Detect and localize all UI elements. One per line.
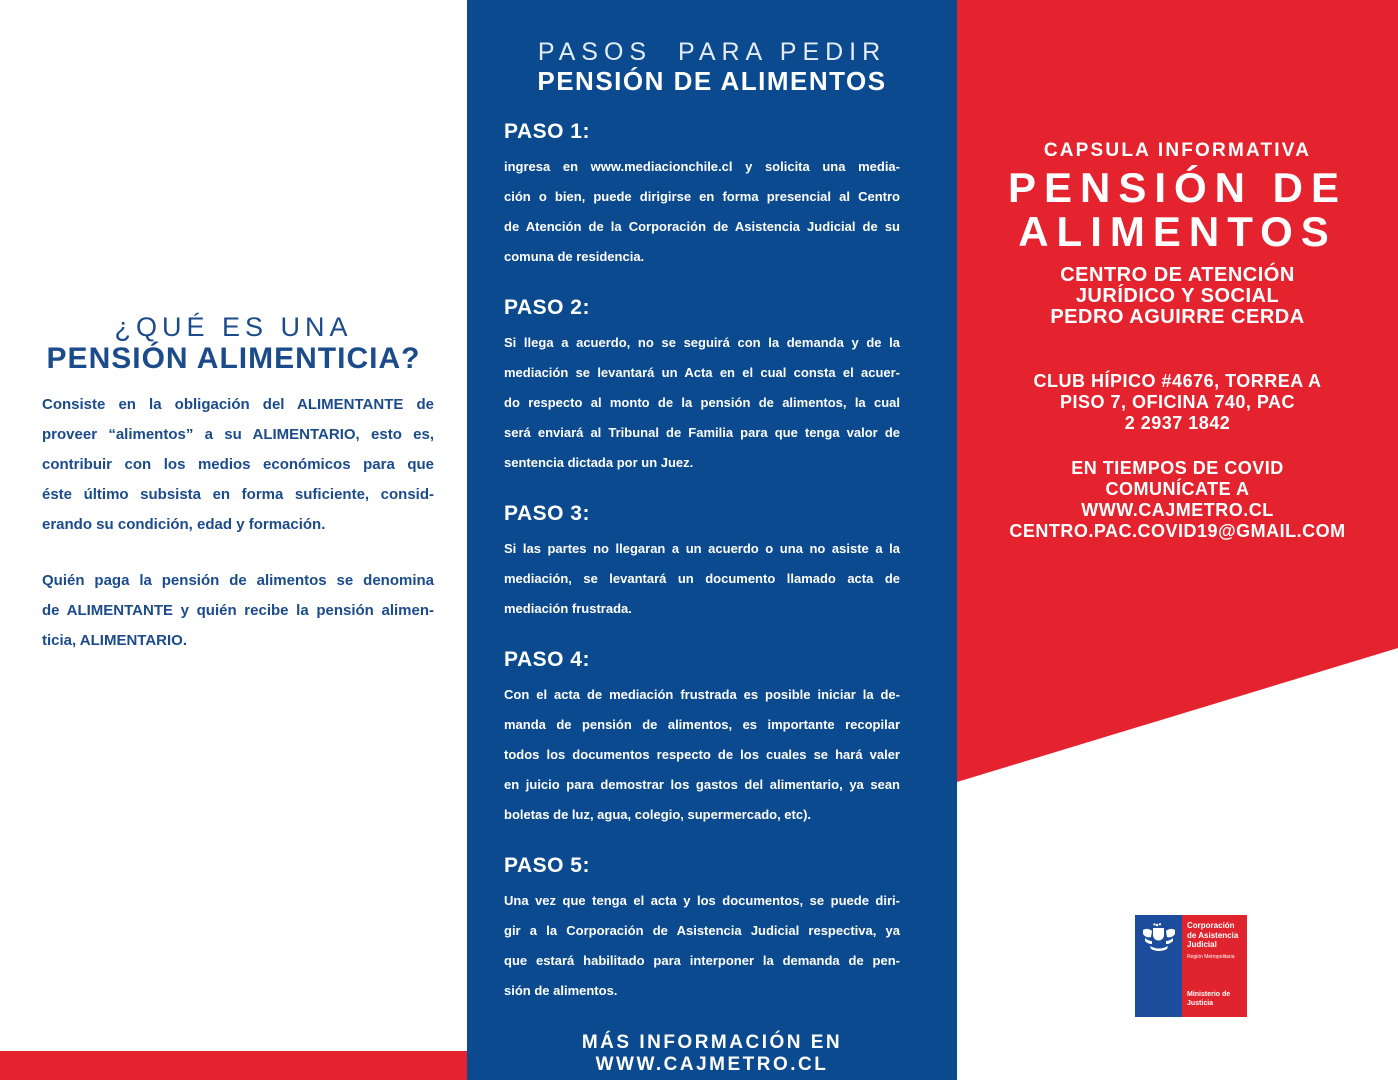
info-panel [957,0,1398,1080]
address-line: PISO 7, OFICINA 740, PAC [1059,392,1296,412]
text-line: Si las partes no llegaran a un acuerdo o una no asiste a la [504,541,900,556]
text-line: mediación frustrada. [504,601,632,616]
text-line: de ALIMENTANTE y quién recibe la pensión alimen- [42,602,434,619]
logo-org-line: de Asistencia [1187,930,1239,940]
logo-region-label: Región Metropolitana [1187,953,1235,960]
text-line: Quién paga la pensión de alimentos se denomina [42,572,434,589]
steps-panel [467,0,957,1080]
paso-4-body [504,680,900,830]
text-line: Si llega a acuerdo, no se seguirá con la demanda y de la [504,335,900,350]
left-panel [0,0,467,1080]
kicker: CAPSULA INFORMATIVA [1043,140,1312,161]
paso-5-body [504,886,900,1006]
logo-ministry-line: Ministerio de [1187,991,1231,998]
text-line: manda de pensión de alimentos, es importante recopilar [504,717,900,732]
covid-contact-block [957,458,1398,542]
center-name-line: CENTRO DE ATENCIÓN [1060,264,1295,286]
paso-5-section [504,854,900,1006]
text-line: comuna de residencia. [504,249,645,264]
text-line: Con el acta de mediación frustrada es posible iniciar la de- [504,687,900,702]
center-name-line: JURÍDICO Y SOCIAL [1075,285,1280,307]
covid-line: COMUNÍCATE A [1105,479,1250,499]
address-line: CLUB HÍPICO #4676, TORREA A [1033,371,1322,391]
text-line: éste último subsista en forma suficiente, consid- [42,486,434,503]
logo-org-line: Corporación [1187,921,1235,930]
text-line: do respecto al monto de la pensión de alimentos, la cual [504,395,900,410]
text-line: ticia, ALIMENTARIO. [42,632,188,649]
text-line: sentencia dictada por un Juez. [504,455,694,470]
logo-ministry-label [1187,991,1230,1008]
text-line: Una vez que tenga el acta y los documentos, se puede diri- [504,893,900,908]
steps-list [504,120,900,1006]
left-title-line1: ¿QUÉ ES UNA [114,312,353,342]
text-line: todos los documentos respecto de los cuales se hará valer [504,747,900,762]
text-line: mediación se levantará un Acta en el cual consta el acuer- [504,365,900,380]
paso-4-heading: PASO 4: [504,648,590,671]
text-line: boletas de luz, agua, colegio, supermercado, etc). [504,807,812,822]
more-info-footer [467,1032,957,1076]
chile-coat-of-arms-icon [1141,922,1177,959]
steps-title-line2: PENSIÓN DE ALIMENTOS [537,66,887,96]
paso-2-section [504,296,900,478]
more-info-url: WWW.CAJMETRO.CL [595,1054,829,1075]
center-name-line: PEDRO AGUIRRE CERDA [1050,306,1305,328]
center-name [957,265,1398,328]
paso-3-section [504,502,900,624]
text-line: en juicio para demostrar los gastos del alimentario, ya sean [504,777,900,792]
paso-3-heading: PASO 3: [504,502,590,525]
text-line: ingresa en www.mediacionchile.cl y solicita una media- [504,159,900,174]
logo-org-name [1187,921,1247,950]
covid-url: WWW.CAJMETRO.CL [1081,500,1274,520]
paso-1-body [504,152,900,272]
text-line: proveer “alimentos” a su ALIMENTARIO, esto es, [42,426,434,443]
paso-5-heading: PASO 5: [504,854,590,877]
paso-1-heading: PASO 1: [504,120,590,143]
logo-ministry-line: Justicia [1187,999,1214,1007]
covid-line: EN TIEMPOS DE COVID [1071,458,1284,478]
phone-number: 2 2937 1842 [1124,413,1231,433]
steps-title-line1: PASOS PARA PEDIR [537,38,887,66]
definition-paragraph [42,390,434,540]
text-line: será enviará al Tribunal de Familia para que tenga valor de [504,425,900,440]
steps-panel-title [467,0,957,96]
paso-4-section [504,648,900,830]
main-title-line2: ALIMENTOS [1018,208,1337,255]
text-line: de Atención de la Corporación de Asistencia Judicial de su [504,219,900,234]
paso-3-body [504,534,900,624]
main-title [957,166,1398,254]
covid-email: CENTRO.PAC.COVID19@GMAIL.COM [1009,521,1346,541]
logo-blue-field [1135,915,1182,1017]
logo-red-field [1182,915,1247,1017]
text-line: que estará habilitado para interponer la demanda de pen- [504,953,900,968]
text-line: erando su condición, edad y formación. [42,516,326,533]
text-line: Consiste en la obligación del ALIMENTANTE de [42,396,434,413]
address-block [957,371,1398,434]
text-line: sión de alimentos. [504,983,618,998]
left-title-line2: PENSIÓN ALIMENTICIA? [46,342,421,375]
left-panel-title [0,312,467,375]
bottom-red-bar [0,1051,467,1080]
caj-government-logo [1135,915,1247,1017]
text-line: mediación, se levantará un documento llamado acta de [504,571,900,586]
paso-2-body [504,328,900,478]
text-line: gir a la Corporación de Asistencia Judicial respectiva, ya [504,923,900,938]
main-title-line1: PENSIÓN DE [1007,164,1348,211]
text-line: contribuir con los medios económicos para que [42,456,434,473]
roles-paragraph [42,566,434,656]
paso-1-section [504,120,900,272]
logo-org-line: Judicial [1187,940,1217,949]
text-line: ción o bien, puede dirigirse en forma presencial al Centro [504,189,900,204]
paso-2-heading: PASO 2: [504,296,590,319]
more-info-line: MÁS INFORMACIÓN EN [581,1032,843,1053]
